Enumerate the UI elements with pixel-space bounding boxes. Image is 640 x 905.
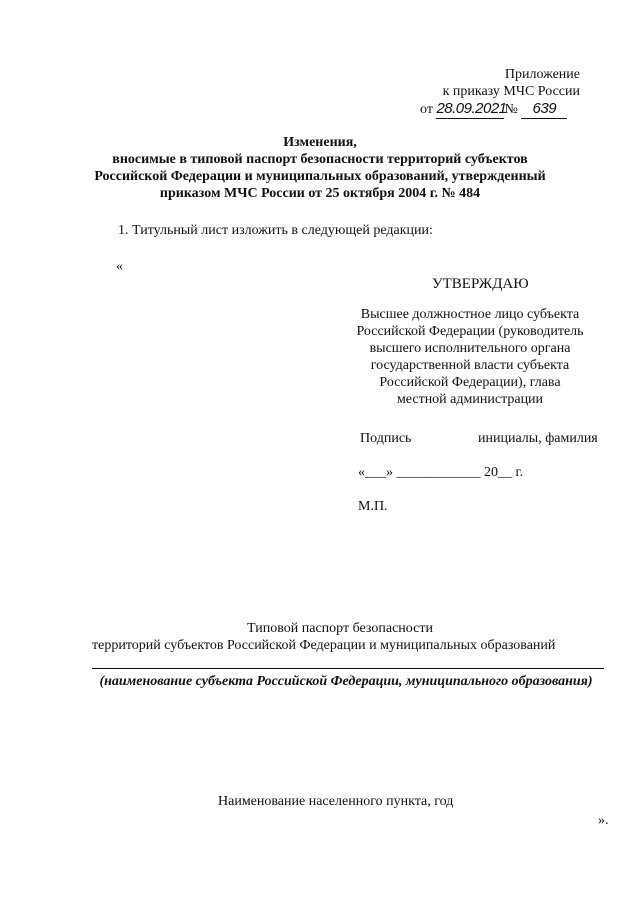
passport-title: [40, 620, 640, 637]
passport-subtitle: (наименование субъекта Российской Федерации, муниципального образования): [99, 674, 593, 689]
passport-line-1: Типовой паспорт безопасности: [247, 621, 433, 636]
heading-line-3: Российской Федерации и муниципальных образований, утвержденный: [94, 169, 546, 184]
approve-line-2: Российской Федерации (руководитель: [356, 324, 584, 339]
approve-title: УТВЕРЖДАЮ: [432, 276, 529, 292]
appendix-order: к приказу МЧС России: [442, 84, 580, 99]
signature-label: Подпись: [360, 431, 412, 446]
passport-line-2-wrap: [92, 637, 604, 669]
approve-line-6: местной администрации: [396, 392, 544, 407]
document-heading: [60, 134, 580, 202]
locality-line: Наименование населенного пункта, год: [218, 794, 454, 809]
passport-line-2: территорий субъектов Российской Федерации и муниципальных образований: [92, 637, 604, 669]
initials-label: инициалы, фамилия: [478, 431, 598, 446]
appendix-label: Приложение: [504, 67, 580, 82]
open-quote: «: [116, 259, 123, 274]
approve-date-line: «___» ____________ 20__ г.: [358, 465, 524, 480]
date-prefix: от: [420, 102, 433, 117]
approve-line-4: государственной власти субъекта: [370, 358, 570, 373]
approve-position: [350, 306, 590, 408]
approve-line-3: высшего исполнительного органа: [369, 341, 571, 356]
approve-line-1: Высшее должностное лицо субъекта: [360, 307, 580, 322]
item-1-text: 1. Титульный лист изложить в следующей редакции:: [118, 223, 433, 238]
appendix-block: [420, 66, 580, 100]
heading-line-2: вносимые в типовой паспорт безопасности территорий субъектов: [112, 152, 528, 167]
approve-line-5: Российской Федерации), глава: [379, 375, 561, 390]
handwritten-date: 28.09.2021: [436, 100, 507, 117]
handwritten-number: 639: [521, 100, 567, 119]
heading-line-4: приказом МЧС России от 25 октября 2004 г. № 484: [159, 186, 481, 201]
appendix-date-line: [420, 100, 590, 119]
stamp-label: М.П.: [358, 499, 388, 514]
number-prefix: №: [504, 102, 518, 117]
close-quote: ».: [598, 813, 609, 828]
heading-line-1: Изменения,: [283, 135, 357, 150]
